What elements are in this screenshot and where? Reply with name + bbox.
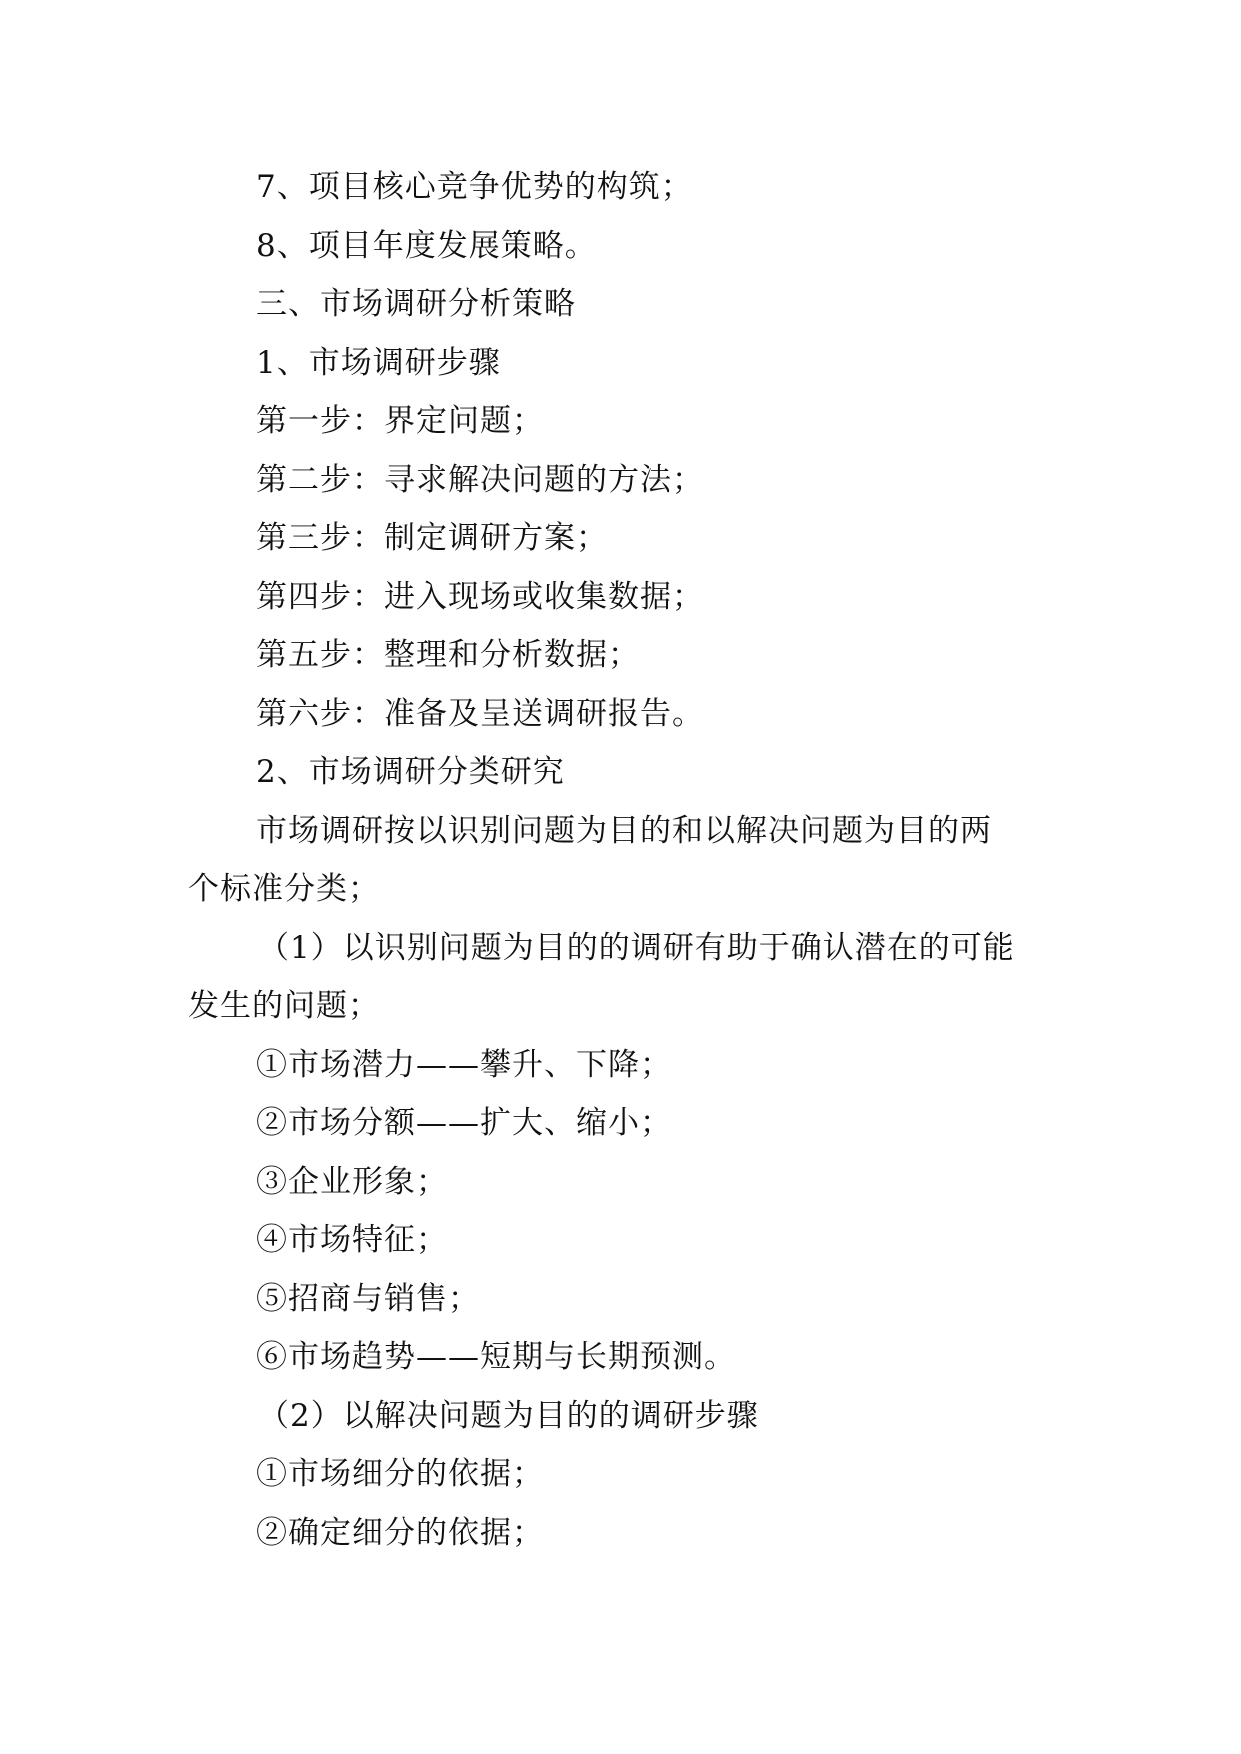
step-6: 第六步：准备及呈送调研报告。: [256, 695, 704, 732]
solve-item-1: ①市场细分的依据；: [256, 1456, 544, 1492]
paragraph-line-1: 市场调研按以识别问题为目的和以解决问题为目的两: [256, 812, 992, 849]
subsection-heading-1: 1、市场调研步骤: [256, 344, 501, 381]
identify-item-4: ④市场特征；: [256, 1222, 448, 1258]
list-item-8: 8、项目年度发展策略。: [256, 227, 597, 264]
step-4: 第四步：进入现场或收集数据；: [256, 578, 704, 615]
identify-item-2: ②市场分额——扩大、缩小；: [256, 1105, 672, 1141]
paragraph-line-3: （1）以识别问题为目的的调研有助于确认潜在的可能: [258, 929, 1015, 966]
identify-item-5: ⑤招商与销售；: [256, 1280, 480, 1317]
section-heading-3: 三、市场调研分析策略: [256, 286, 576, 322]
step-3: 第三步：制定调研方案；: [256, 520, 608, 556]
identify-item-1: ①市场潜力——攀升、下降；: [256, 1046, 672, 1083]
subsection-heading-2-2: （2）以解决问题为目的的调研步骤: [258, 1397, 759, 1434]
list-item-7: 7、项目核心竞争优势的构筑；: [256, 169, 693, 205]
step-5: 第五步：整理和分析数据；: [256, 637, 640, 673]
paragraph-line-4: 发生的问题；: [188, 988, 380, 1024]
identify-item-3: ③企业形象；: [256, 1163, 448, 1200]
subsection-heading-2: 2、市场调研分类研究: [256, 754, 565, 790]
paragraph-line-2: 个标准分类；: [188, 871, 380, 907]
document-body: [188, 158, 1058, 1562]
step-2: 第二步：寻求解决问题的方法；: [256, 461, 704, 498]
step-1: 第一步：界定问题；: [256, 403, 544, 439]
identify-item-6: ⑥市场趋势——短期与长期预测。: [256, 1339, 736, 1375]
solve-item-2: ②确定细分的依据；: [256, 1514, 544, 1551]
